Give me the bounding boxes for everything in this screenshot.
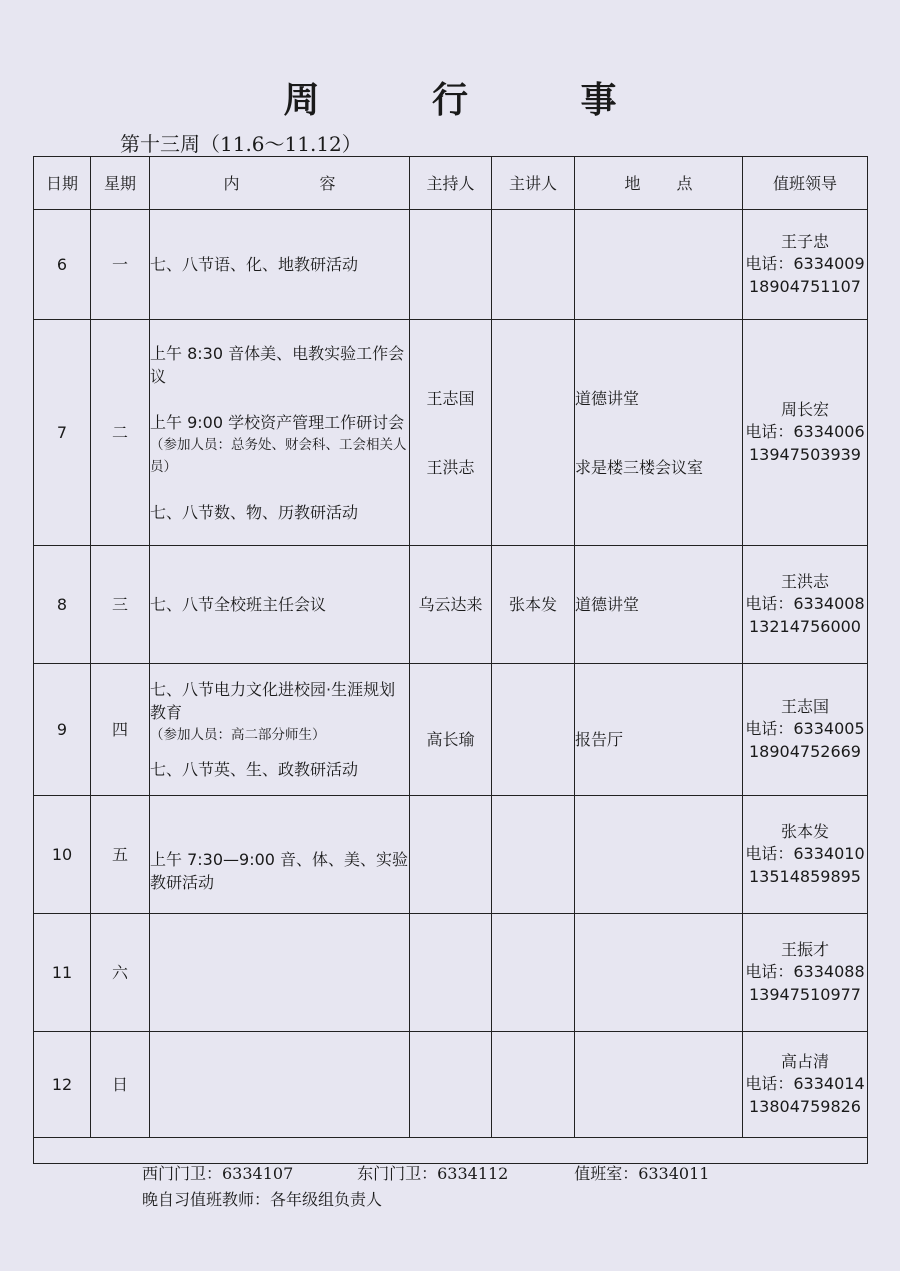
table-row — [34, 664, 868, 796]
location-cell — [575, 796, 743, 914]
location-cell — [575, 914, 743, 1032]
participants-note: （参加人员：总务处、财会科、工会相关人员） — [150, 436, 407, 475]
date-cell: 9 — [34, 664, 91, 796]
location-cell: 报告厅 — [575, 664, 743, 796]
activity-item: 七、八节电力文化进校园·生涯规划教育 — [150, 680, 396, 722]
table-row — [34, 210, 868, 320]
leader-name: 王振才 — [780, 940, 829, 959]
footer-phones — [142, 1161, 709, 1184]
leader-phone: 电话：6334005 — [745, 719, 865, 738]
speaker-cell — [492, 914, 575, 1032]
header-speaker: 主讲人 — [492, 157, 575, 210]
header-date: 日期 — [34, 157, 91, 210]
date-cell: 12 — [34, 1032, 91, 1138]
weekday-cell: 五 — [91, 796, 150, 914]
weekday-cell: 六 — [91, 914, 150, 1032]
date-cell: 11 — [34, 914, 91, 1032]
header-host: 主持人 — [410, 157, 492, 210]
location-cell: 道德讲堂 — [575, 546, 743, 664]
content-cell — [150, 914, 410, 1032]
host-name: 王志国 — [426, 388, 475, 408]
leader-name: 王洪志 — [780, 572, 829, 591]
location-cell — [575, 320, 743, 546]
leader-phone: 电话：6334008 — [745, 594, 865, 613]
location-name: 求是楼三楼会议室 — [575, 457, 704, 477]
leader-cell — [743, 664, 868, 796]
speaker-cell — [492, 210, 575, 320]
host-cell — [410, 1032, 492, 1138]
content-cell — [150, 664, 410, 796]
evening-duty: 晚自习值班教师：各年级组负责人 — [142, 1190, 383, 1209]
date-cell: 10 — [34, 796, 91, 914]
west-gate-phone: 西门门卫：6334107 — [142, 1164, 294, 1183]
leader-name: 高占清 — [780, 1052, 829, 1071]
table-row — [34, 546, 868, 664]
leader-cell — [743, 1032, 868, 1138]
east-gate-phone: 东门门卫：6334112 — [357, 1164, 509, 1183]
activity-item: 七、八节数、物、历教研活动 — [150, 502, 359, 522]
activity-item: 上午 9:00 学校资产管理工作研讨会 — [150, 412, 405, 432]
date-cell: 8 — [34, 546, 91, 664]
leader-phone: 电话：6334014 — [745, 1074, 865, 1093]
speaker-cell — [492, 1032, 575, 1138]
participants-note: （参加人员：高二部分师生） — [150, 727, 326, 743]
header-content: 内 容 — [150, 157, 410, 210]
speaker-cell: 张本发 — [492, 546, 575, 664]
duty-room-phone: 值班室：6334011 — [574, 1164, 710, 1183]
leader-mobile: 13804759826 — [749, 1097, 861, 1116]
table-row — [34, 1032, 868, 1138]
host-name: 王洪志 — [426, 457, 475, 477]
leader-mobile: 13514859895 — [749, 867, 861, 886]
weekday-cell: 二 — [91, 320, 150, 546]
leader-cell — [743, 210, 868, 320]
location-cell — [575, 1032, 743, 1138]
leader-mobile: 18904752669 — [749, 742, 861, 761]
leader-mobile: 13214756000 — [749, 617, 861, 636]
activity-item: 上午 8:30 音体美、电教实验工作会议 — [150, 343, 405, 386]
host-cell — [410, 796, 492, 914]
content-cell — [150, 1032, 410, 1138]
activity-item: 七、八节全校班主任会议 — [150, 595, 327, 614]
host-cell — [410, 210, 492, 320]
leader-name: 张本发 — [780, 822, 829, 841]
leader-mobile: 18904751107 — [749, 277, 861, 296]
table-row-empty — [34, 1138, 868, 1164]
weekday-cell: 四 — [91, 664, 150, 796]
leader-phone: 电话：6334010 — [745, 844, 865, 863]
page-title: 周 行 事 — [283, 79, 667, 121]
weekday-cell: 日 — [91, 1032, 150, 1138]
content-cell — [150, 320, 410, 546]
speaker-cell — [492, 664, 575, 796]
table-row — [34, 796, 868, 914]
leader-phone: 电话：6334006 — [745, 422, 865, 441]
weekday-cell: 一 — [91, 210, 150, 320]
table-row — [34, 320, 868, 546]
activity-item: 七、八节英、生、政教研活动 — [150, 760, 359, 779]
location-cell — [575, 210, 743, 320]
leader-name: 王志国 — [780, 697, 829, 716]
content-cell — [150, 796, 410, 914]
host-cell — [410, 914, 492, 1032]
content-cell — [150, 546, 410, 664]
leader-cell — [743, 546, 868, 664]
location-name: 道德讲堂 — [575, 388, 640, 408]
host-cell — [410, 320, 492, 546]
host-cell: 高长瑜 — [410, 664, 492, 796]
speaker-cell — [492, 320, 575, 546]
header-row — [34, 157, 868, 210]
leader-cell — [743, 914, 868, 1032]
leader-mobile: 13947510977 — [749, 985, 861, 1004]
host-cell: 乌云达来 — [410, 546, 492, 664]
leader-phone: 电话：6334009 — [745, 254, 865, 273]
week-label: 第十三周（11.6～11.12） — [120, 132, 362, 156]
leader-cell — [743, 796, 868, 914]
header-location: 地 点 — [575, 157, 743, 210]
leader-name: 王子忠 — [780, 232, 829, 251]
leader-name: 周长宏 — [780, 400, 829, 419]
activity-item: 七、八节语、化、地教研活动 — [150, 255, 359, 274]
schedule-table — [33, 156, 868, 1164]
speaker-cell — [492, 796, 575, 914]
content-cell — [150, 210, 410, 320]
activity-item: 上午 7:30—9:00 音、体、美、实验教研活动 — [150, 849, 409, 892]
leader-cell — [743, 320, 868, 546]
header-leader: 值班领导 — [743, 157, 868, 210]
date-cell: 6 — [34, 210, 91, 320]
empty-cell — [34, 1138, 868, 1164]
leader-phone: 电话：6334088 — [745, 962, 865, 981]
date-cell: 7 — [34, 320, 91, 546]
leader-mobile: 13947503939 — [749, 445, 861, 464]
weekday-cell: 三 — [91, 546, 150, 664]
table-row — [34, 914, 868, 1032]
header-weekday: 星期 — [91, 157, 150, 210]
